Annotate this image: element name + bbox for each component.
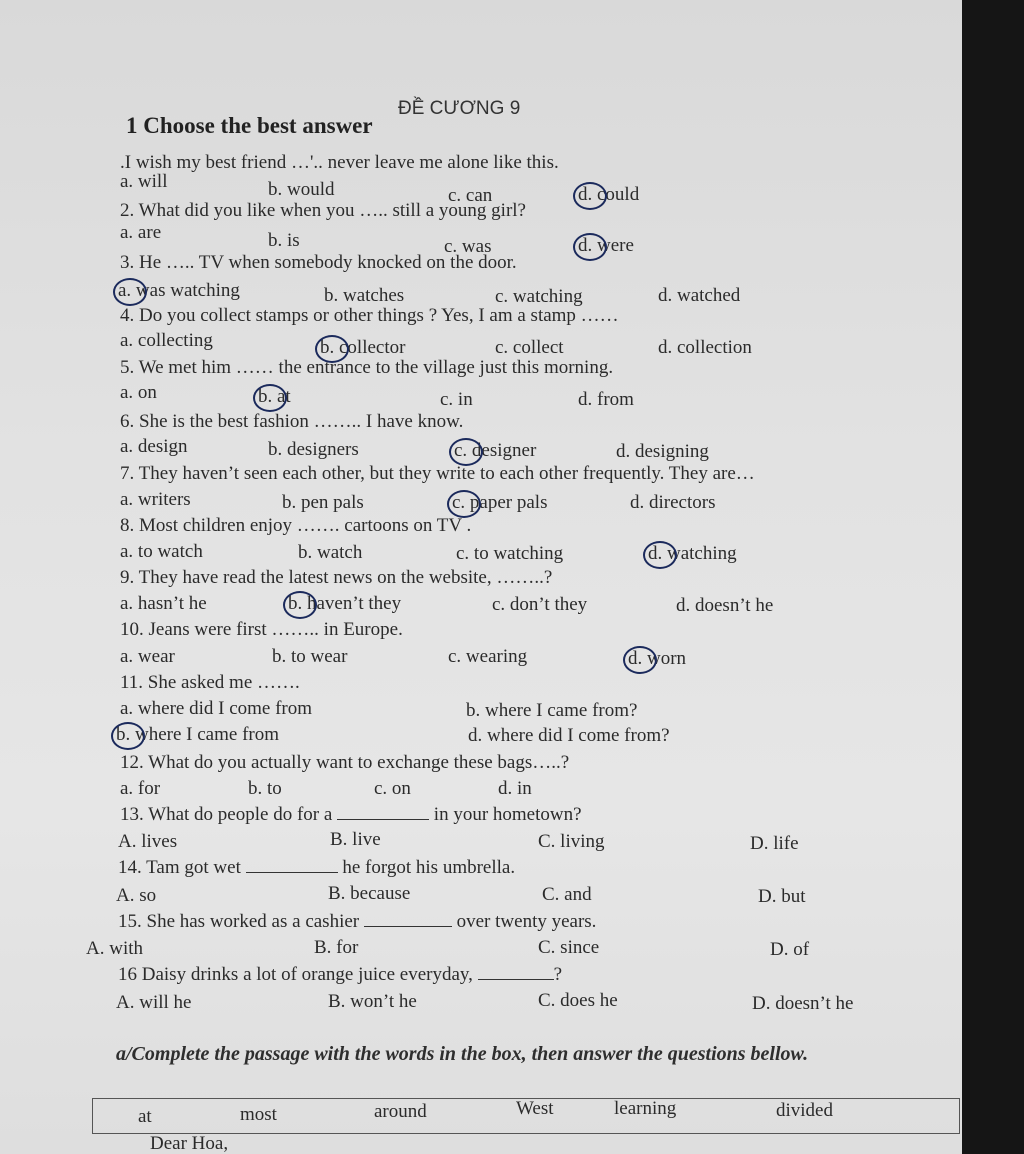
question-text: .I wish my best friend …'.. never leave me alone like this. [120, 152, 559, 173]
option[interactable]: a. to watch [120, 541, 203, 562]
option[interactable]: d. doesn’t he [676, 595, 774, 616]
answer-circle-mark [447, 490, 481, 518]
option[interactable]: d. in [498, 778, 532, 799]
word-box-item: most [240, 1104, 277, 1125]
option[interactable]: A. lives [118, 831, 178, 852]
option[interactable]: c. can [448, 185, 493, 206]
answer-circle-mark [573, 182, 607, 210]
option[interactable]: d. collection [658, 337, 752, 358]
background-edge [962, 0, 1024, 1154]
task-instruction: a/Complete the passage with the words in the box, then answer the questions bellow. [116, 1043, 809, 1065]
answer-blank [337, 819, 429, 820]
option[interactable]: b. to [248, 778, 282, 799]
option[interactable]: B. because [328, 883, 411, 904]
option-selected[interactable]: c. paper pals [452, 492, 548, 513]
answer-circle-mark [623, 646, 657, 674]
option[interactable]: a. writers [120, 489, 191, 510]
option[interactable]: c. was [444, 236, 492, 257]
page-title: ĐỀ CƯƠNG 9 [398, 98, 521, 119]
option[interactable]: a. for [120, 778, 161, 799]
option[interactable]: d. designing [616, 441, 709, 462]
option[interactable]: c. don’t they [492, 594, 588, 615]
answer-circle-mark [113, 278, 147, 306]
option[interactable]: b. to wear [272, 646, 348, 667]
option[interactable]: c. watching [495, 286, 583, 307]
option[interactable]: b. watches [324, 285, 405, 306]
option[interactable]: d. directors [630, 492, 716, 513]
question-text: 11. She asked me ……. [120, 672, 300, 693]
option[interactable]: D. but [758, 886, 806, 907]
question-text: 3. He ….. TV when somebody knocked on the door. [120, 252, 517, 273]
option-selected[interactable]: b. where I came from [116, 724, 280, 745]
word-box-item: divided [776, 1100, 833, 1121]
option[interactable]: C. and [542, 884, 592, 905]
question-text: 13. What do people do for a in your hometown? [120, 804, 582, 825]
option[interactable]: d. watched [658, 285, 741, 306]
option-selected[interactable]: d. watching [648, 543, 737, 564]
option[interactable]: b. pen pals [282, 492, 364, 513]
option[interactable]: c. collect [495, 337, 564, 358]
word-box-item: around [374, 1101, 427, 1122]
question-text: 2. What did you like when you ….. still a young girl? [120, 200, 526, 221]
option[interactable]: a. are [120, 222, 162, 243]
question-text: 12. What do you actually want to exchange these bags…..? [120, 752, 570, 773]
answer-blank [364, 926, 452, 927]
option[interactable]: D. of [770, 939, 810, 960]
question-text: 4. Do you collect stamps or other things ? Yes, I am a stamp …… [120, 305, 619, 326]
option[interactable]: A. will he [116, 992, 192, 1013]
option[interactable]: a. where did I come from [120, 698, 313, 719]
question-text: 16 Daisy drinks a lot of orange juice everyday, ? [118, 964, 563, 985]
option[interactable]: b. where I came from? [466, 700, 638, 721]
answer-blank [478, 979, 554, 980]
option[interactable]: a. collecting [120, 330, 213, 351]
answer-circle-mark [573, 233, 607, 261]
answer-circle-mark [253, 384, 287, 412]
answer-circle-mark [111, 722, 145, 750]
option[interactable]: A. so [116, 885, 157, 906]
option[interactable]: c. on [374, 778, 411, 799]
option[interactable]: a. will [120, 171, 168, 192]
option-selected[interactable]: d. could [578, 184, 640, 205]
question-text: 5. We met him …… the entrance to the village just this morning. [120, 357, 614, 378]
option[interactable]: D. life [750, 833, 799, 854]
section-title: 1 Choose the best answer [126, 113, 373, 138]
option[interactable]: b. watch [298, 542, 363, 563]
option[interactable]: b. designers [268, 439, 359, 460]
option[interactable]: a. design [120, 436, 188, 457]
option-selected[interactable]: b. haven’t they [288, 593, 402, 614]
option[interactable]: B. for [314, 937, 359, 958]
answer-circle-mark [643, 541, 677, 569]
question-text: 14. Tam got wet he forgot his umbrella. [118, 857, 516, 878]
option[interactable]: c. in [440, 389, 473, 410]
option[interactable]: B. live [330, 829, 381, 850]
word-box-item: West [516, 1098, 554, 1119]
option[interactable]: d. where did I come from? [468, 725, 670, 746]
question-text: 15. She has worked as a cashier over twenty years. [118, 911, 597, 932]
letter-greeting: Dear Hoa, [150, 1133, 229, 1154]
option[interactable]: B. won’t he [328, 991, 417, 1012]
option[interactable]: c. wearing [448, 646, 528, 667]
option[interactable]: a. wear [120, 646, 175, 667]
option[interactable]: b. is [268, 230, 300, 251]
option[interactable]: A. with [86, 938, 143, 959]
answer-circle-mark [449, 438, 483, 466]
option[interactable]: D. doesn’t he [752, 993, 854, 1014]
word-box-item: at [138, 1106, 152, 1127]
word-box-item: learning [614, 1098, 677, 1119]
option[interactable]: a. on [120, 382, 157, 403]
option-selected[interactable]: a. was watching [118, 280, 240, 301]
question-text: 8. Most children enjoy ……. cartoons on TV . [120, 515, 472, 536]
option-selected[interactable]: b. collector [320, 337, 406, 358]
question-text: 9. They have read the latest news on the website, ……..? [120, 567, 553, 588]
answer-circle-mark [283, 591, 317, 619]
option-selected[interactable]: c. designer [454, 440, 537, 461]
question-text: 7. They haven’t seen each other, but they write to each other frequently. They are… [120, 463, 755, 484]
option[interactable]: d. from [578, 389, 634, 410]
option[interactable]: C. since [538, 937, 600, 958]
option[interactable]: b. would [268, 179, 335, 200]
answer-blank [246, 872, 338, 873]
option-selected[interactable]: d. worn [628, 648, 687, 669]
option-selected[interactable]: b. at [258, 386, 291, 407]
option[interactable]: C. living [538, 831, 605, 852]
option[interactable]: C. does he [538, 990, 618, 1011]
question-text: 6. She is the best fashion …….. I have know. [120, 411, 464, 432]
question-text: 10. Jeans were first …….. in Europe. [120, 619, 403, 640]
option[interactable]: a. hasn’t he [120, 593, 207, 614]
option[interactable]: c. to watching [456, 543, 564, 564]
option-selected[interactable]: d. were [578, 235, 634, 256]
